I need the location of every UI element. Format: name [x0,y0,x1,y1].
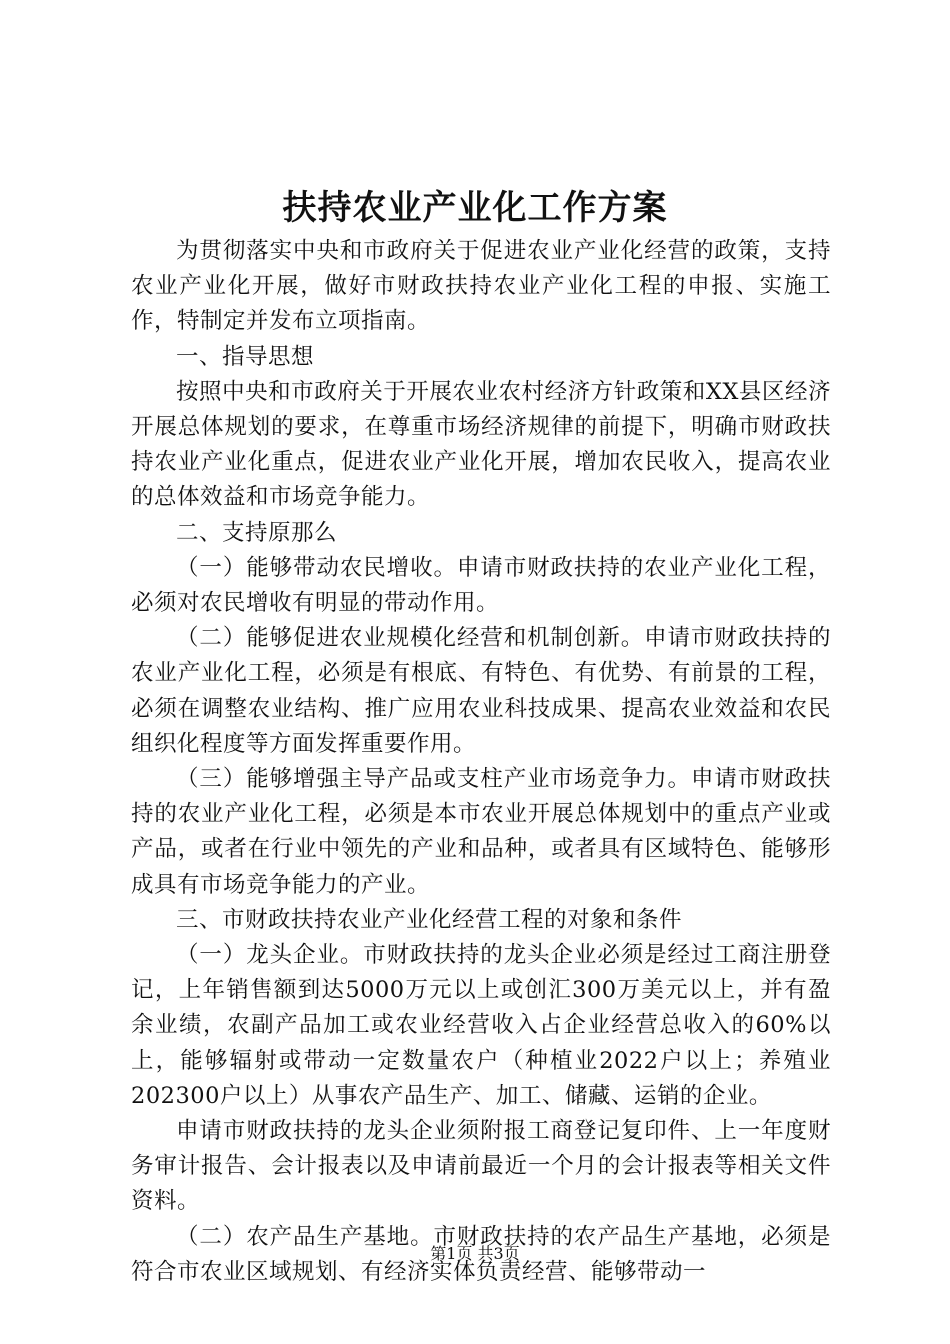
application-documents-paragraph: 申请市财政扶持的龙头企业须附报工商登记复印件、上一年度财务审计报告、会计报表以及申请前最近一个月的会计报表等相关文件资料。 [131,1118,831,1215]
leading-enterprise-paragraph: （一）龙头企业。市财政扶持的龙头企业必须是经过工商注册登记，上年销售额到达5000万元以上或创汇300万美元以上，并有盈余业绩，农副产品加工或农业经营收入占企业经营总收入的60%以上，能够辐射或带动一定数量农户（种植业2022户以上；养殖业202300户以上）从事农产品生产、加工、储藏、运销的企业。 [131,942,831,1109]
document-body [131,234,831,1290]
principle-1-paragraph: （一）能够带动农民增收。申请市财政扶持的农业产业化工程，必须对农民增收有明显的带动作用。 [131,554,831,617]
guiding-ideology-paragraph: 按照中央和市政府关于开展农业农村经济方针政策和XX县区经济开展总体规划的要求，在尊重市场经济规律的前提下，明确市财政扶持农业产业化重点，促进农业产业化开展，增加农民收入，提高农业的总体效益和市场竞争能力。 [131,378,831,511]
principle-3-paragraph: （三）能够增强主导产品或支柱产业市场竞争力。申请市财政扶持的农业产业化工程，必须是本市农业开展总体规划中的重点产业或产品，或者在行业中领先的产业和品种，或者具有区域特色、能够形成具有市场竞争能力的产业。 [131,766,831,898]
intro-paragraph: 为贯彻落实中央和市政府关于促进农业产业化经营的政策，支持农业产业化开展，做好市财政扶持农业产业化工程的申报、实施工作，特制定并发布立项指南。 [131,238,831,335]
section-heading-guiding-ideology: 一、指导思想 [176,343,315,370]
document-title: 扶持农业产业化工作方案 [282,188,668,228]
page-number-footer: 第1页 共3页 [430,1244,520,1263]
section-heading-targets-conditions: 三、市财政扶持农业产业化经营工程的对象和条件 [176,906,683,933]
section-heading-support-principles: 二、支持原那么 [176,519,338,546]
principle-2-paragraph: （二）能够促进农业规模化经营和机制创新。申请市财政扶持的农业产业化工程，必须是有根底、有特色、有优势、有前景的工程，必须在调整农业结构、推广应用农业科技成果、提高农业效益和农民组织化程度等方面发挥重要作用。 [131,625,831,757]
production-base-paragraph: （二）农产品生产基地。市财政扶持的农产品生产基地，必须是符合市农业区域规划、有经济实体负责经营、能够带动一 [131,1223,831,1285]
